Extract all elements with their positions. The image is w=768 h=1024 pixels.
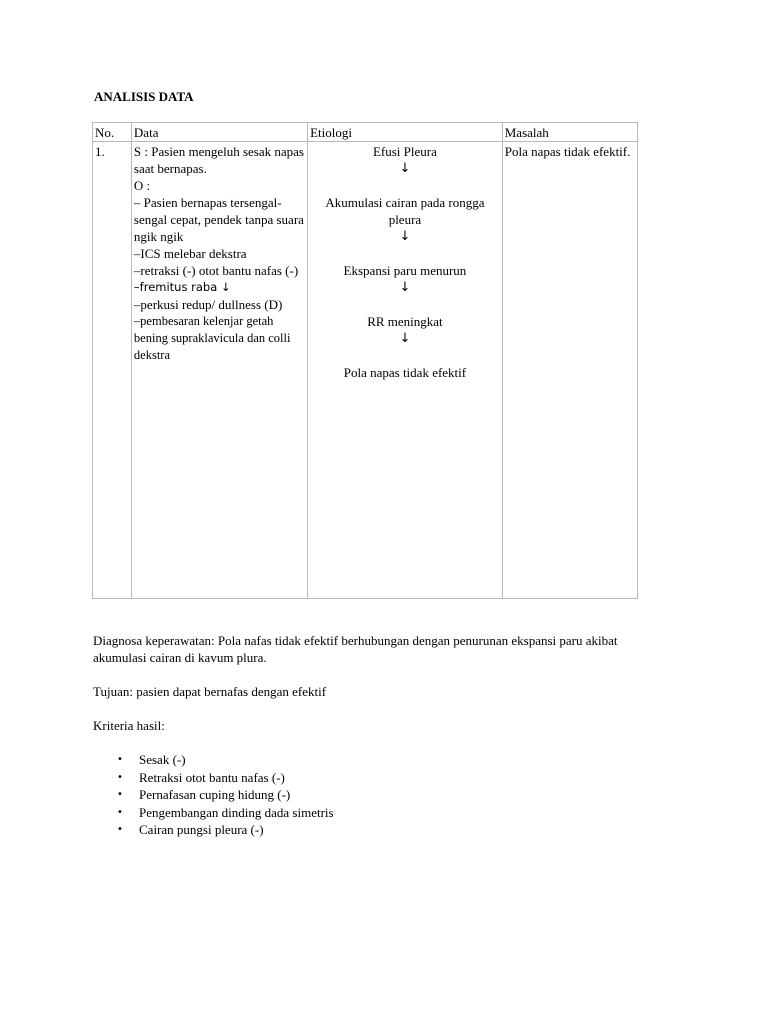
header-etiologi: Etiologi: [308, 123, 503, 142]
diagnosis-text: Diagnosa keperawatan: Pola nafas tidak efektif berhubungan dengan penurunan ekspansi paru akibat akumulasi cairan di kavum plura.: [93, 633, 618, 665]
cell-data: [131, 142, 307, 599]
objective-item: –retraksi (-) otot bantu nafas (-): [133, 263, 299, 278]
cell-no: 1.: [93, 142, 132, 599]
etiologi-step: RR meningkat: [367, 314, 443, 329]
bullet-icon: •: [117, 754, 123, 765]
list-item: [93, 804, 334, 822]
down-arrow-icon: ↓: [399, 161, 411, 176]
bullet-icon: •: [117, 789, 123, 800]
down-arrow-icon: ↓: [399, 229, 411, 244]
criteria-text: Retraksi otot bantu nafas (-): [139, 769, 285, 785]
down-arrow-icon: ↓: [399, 280, 411, 295]
bullet-icon: •: [117, 806, 123, 818]
list-item: [93, 786, 334, 804]
etiologi-step: Efusi Pleura: [372, 144, 437, 159]
document-title: ANALISIS DATA: [94, 89, 194, 104]
objective-item: –ICS melebar dekstra: [133, 246, 247, 261]
objective-label: O :: [133, 178, 151, 193]
subjective-data: S : Pasien mengeluh sesak napas saat bernapas.: [133, 144, 304, 176]
objective-item: – Pasien bernapas tersengal-sengal cepat, pendek tanpa suara ngik ngik: [133, 195, 304, 244]
criteria-text: Pengembangan dinding dada simetris: [139, 804, 334, 820]
bullet-icon: •: [117, 824, 123, 835]
header-data: Data: [131, 123, 307, 142]
list-item: [93, 751, 334, 769]
down-arrow-icon: ↓: [399, 331, 411, 346]
cell-etiologi: [308, 142, 503, 599]
goal-text: Tujuan: pasien dapat bernafas dengan efektif: [93, 684, 327, 699]
list-item: [93, 769, 334, 787]
table-header-row: [93, 123, 638, 142]
list-item: [93, 821, 334, 839]
table-row: [93, 142, 638, 599]
criteria-text: Pernafasan cuping hidung (-): [139, 787, 291, 802]
criteria-list: [93, 751, 334, 839]
objective-item: –perkusi redup/ dullness (D): [133, 297, 283, 312]
criteria-label: Kriteria hasil:: [93, 718, 165, 733]
criteria-text: Sesak (-): [139, 752, 186, 767]
header-no: No.: [93, 123, 132, 142]
etiologi-step: Akumulasi cairan pada rongga pleura: [325, 195, 485, 227]
header-masalah: Masalah: [502, 123, 637, 142]
bullet-icon: •: [117, 771, 123, 783]
cell-masalah: Pola napas tidak efektif.: [502, 142, 637, 599]
objective-item: –fremitus raba ↓: [133, 280, 231, 294]
objective-item: –pembesaran kelenjar getah bening supraklavicula dan colli dekstra: [133, 314, 291, 362]
analysis-table: [92, 122, 638, 599]
etiologi-step: Pola napas tidak efektif: [343, 365, 467, 380]
criteria-text: Cairan pungsi pleura (-): [139, 822, 264, 837]
etiologi-step: Ekspansi paru menurun: [343, 263, 467, 278]
